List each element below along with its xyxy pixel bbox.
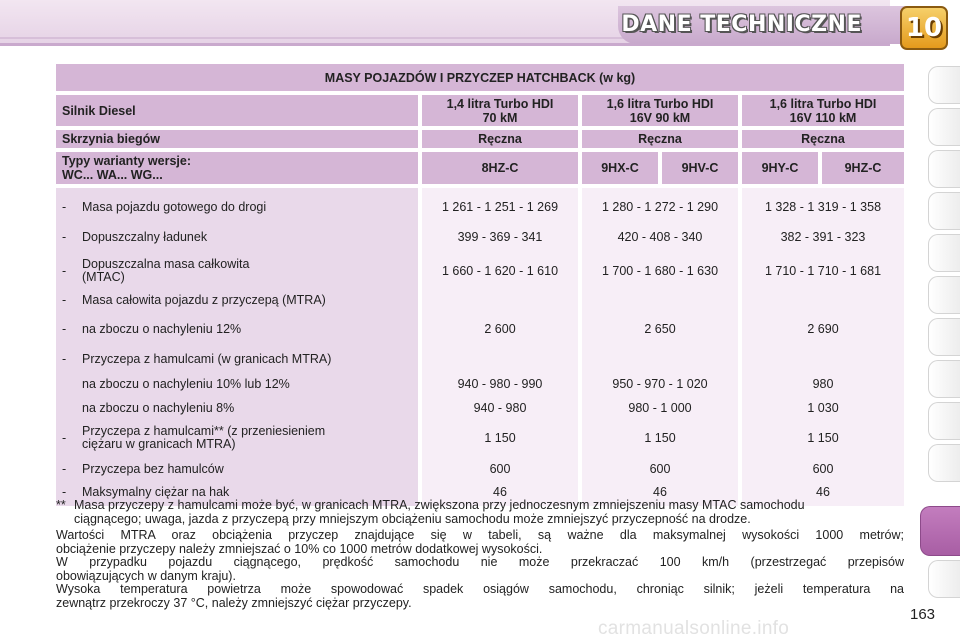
table-row-label [56,420,418,456]
table-cell: 600 [812,462,834,476]
table-cell: 950 - 970 - 1 020 [612,377,708,391]
table-title: MASY POJAZDÓW I PRZYCZEP HATCHBACK (w kg) [56,64,904,91]
chapter-badge: 10 [900,6,948,50]
table-cell [582,346,738,372]
side-tab-2[interactable] [928,108,960,146]
row-dash: - [62,462,67,476]
type-9hv-c: 9HV-C [662,152,742,184]
type-9hy-c: 9HY-C [742,152,822,184]
table-row-label [56,346,418,372]
table-row-label [56,372,418,396]
values-column-1 [422,188,582,506]
table-cell: 1 150 [807,431,839,445]
table-cell [742,288,904,312]
side-tab-4[interactable] [928,192,960,230]
table-cell: 2 690 [807,322,839,336]
table-cell: 46 [816,485,830,499]
values-column-2 [582,188,742,506]
side-tab-9[interactable] [928,402,960,440]
footnote-mark: ** [56,498,66,512]
row-label: na zboczu o nachyleniu 8% [82,400,235,415]
side-tab-12[interactable] [928,560,960,598]
table-cell: 600 [649,462,671,476]
type-9hz-c: 9HZ-C [822,152,904,184]
type-8hz-c: 8HZ-C [422,152,582,184]
watermark: carmanualsonline.info [598,618,790,639]
table-cell [742,346,904,372]
masses-table [56,64,904,506]
table-cell: 1 030 [807,401,839,415]
table-cell: 1 700 - 1 680 - 1 630 [601,264,719,278]
row-label: Maksymalny ciężar na hak [82,484,230,499]
row-dash: - [62,352,67,366]
gearbox-label: Skrzynia biegów [56,130,422,148]
side-tab-10[interactable] [928,444,960,482]
side-tab-7[interactable] [928,318,960,356]
engine-col-2: 1,6 litra Turbo HDI 16V 90 kM [582,95,742,126]
side-tab-1[interactable] [928,66,960,104]
row-dash: - [62,230,67,244]
table-cell [422,288,578,312]
side-tab-6[interactable] [928,276,960,314]
table-cell: 2 600 [484,322,516,336]
types-row [56,152,904,184]
table-cell: 1 660 - 1 620 - 1 610 [441,264,559,278]
row-label: na zboczu o nachyleniu 12% [82,321,242,336]
gearbox-col-2: Ręczna [582,130,742,148]
table-cell: 46 [653,485,667,499]
row-dash: - [62,322,67,336]
row-label: Dopuszczalna masa całkowita (MTAC) [82,257,250,284]
side-tab-8[interactable] [928,360,960,398]
row-label: Dopuszczalny ładunek [82,229,208,244]
row-dash: - [62,200,67,214]
footnote-text: Masa przyczepy z hamulcami może być, w granicach MTRA, zwiększona przy jednoczesnym zmniejszeniu masy MTAC samochodu ciągnącego; uwaga, jazda z przyczepą przy mniejszym obciążeniu samochodu może zmniejszyć przyczepność na drodze. [74,498,805,526]
table-body [56,188,904,506]
notes-section [56,499,904,610]
table-cell: 980 - 1 000 [628,401,692,415]
engine-col-1: 1,4 litra Turbo HDI 70 kM [422,95,582,126]
table-cell: 1 280 - 1 272 - 1 290 [601,200,719,214]
row-label: Przyczepa z hamulcami** (z przeniesieniem ciężaru w granicach MTRA) [82,424,326,451]
row-labels-column [56,188,422,506]
table-row-label [56,312,418,346]
table-row-label [56,396,418,420]
side-tab-3[interactable] [928,150,960,188]
values-column-3 [742,188,904,506]
row-label: na zboczu o nachyleniu 10% lub 12% [82,376,290,391]
side-tab-5[interactable] [928,234,960,272]
table-row-label [56,254,418,288]
side-tab-active[interactable] [920,506,960,556]
table-cell: 1 328 - 1 319 - 1 358 [764,200,882,214]
engine-row [56,95,904,126]
table-cell: 399 - 369 - 341 [457,230,543,244]
table-cell: 1 150 [484,431,516,445]
table-cell: 420 - 408 - 340 [617,230,703,244]
row-label: Przyczepa bez hamulców [82,461,224,476]
table-row-label [56,194,418,220]
table-row-label [56,220,418,254]
type-9hx-c: 9HX-C [582,152,662,184]
row-label: Masa całowita pojazdu z przyczepą (MTRA) [82,292,326,307]
gearbox-col-3: Ręczna [742,130,904,148]
info-paragraph: Wartości MTRA oraz obciążenia przyczep znajdujące się w tabeli, są ważne dla maksymalnej wysokości 1000 metrów; obciążenie przyczepy należy zmniejszać o 10% co 1000 metrów dodatkowej wysokości. W przypadku pojazdu ciągnącego, prędkość samochodu nie może przekraczać 100 km/h (przestrzegać przepisów obowiązujących w danym kraju). Wysoka temperatura powietrza może spowodować spadek osiągów samochodu, chroniąc silnik; jeżeli temperatura na zewnątrz przekroczy 37 °C, należy zmniejszyć ciężar przyczepy. [56,528,904,610]
table-cell: 600 [489,462,511,476]
row-dash: - [62,264,67,278]
table-cell: 980 [812,377,834,391]
row-label: Masa pojazdu gotowego do drogi [82,199,267,214]
gearbox-col-1: Ręczna [422,130,582,148]
row-dash: - [62,293,67,307]
table-cell: 940 - 980 - 990 [457,377,543,391]
engine-label: Silnik Diesel [56,95,422,126]
table-row-label [56,456,418,482]
table-cell: 1 710 - 1 710 - 1 681 [764,264,882,278]
row-label: Przyczepa z hamulcami (w granicach MTRA) [82,351,332,366]
table-cell: 2 650 [644,322,676,336]
row-dash: - [62,431,67,445]
gearbox-row [56,130,904,148]
table-cell [422,346,578,372]
table-cell [582,288,738,312]
table-cell: 46 [493,485,507,499]
table-cell: 1 261 - 1 251 - 1 269 [441,200,559,214]
table-cell: 382 - 391 - 323 [780,230,866,244]
page-number: 163 [910,606,936,623]
table-cell: 1 150 [644,431,676,445]
types-label: Typy warianty wersje: WC... WA... WG... [56,152,422,184]
row-dash: - [62,485,67,499]
engine-col-3: 1,6 litra Turbo HDI 16V 110 kM [742,95,904,126]
table-row-label [56,288,418,312]
table-cell: 940 - 980 [473,401,527,415]
page-title: DANE TECHNICZNE [621,12,862,37]
footnote [56,499,904,526]
